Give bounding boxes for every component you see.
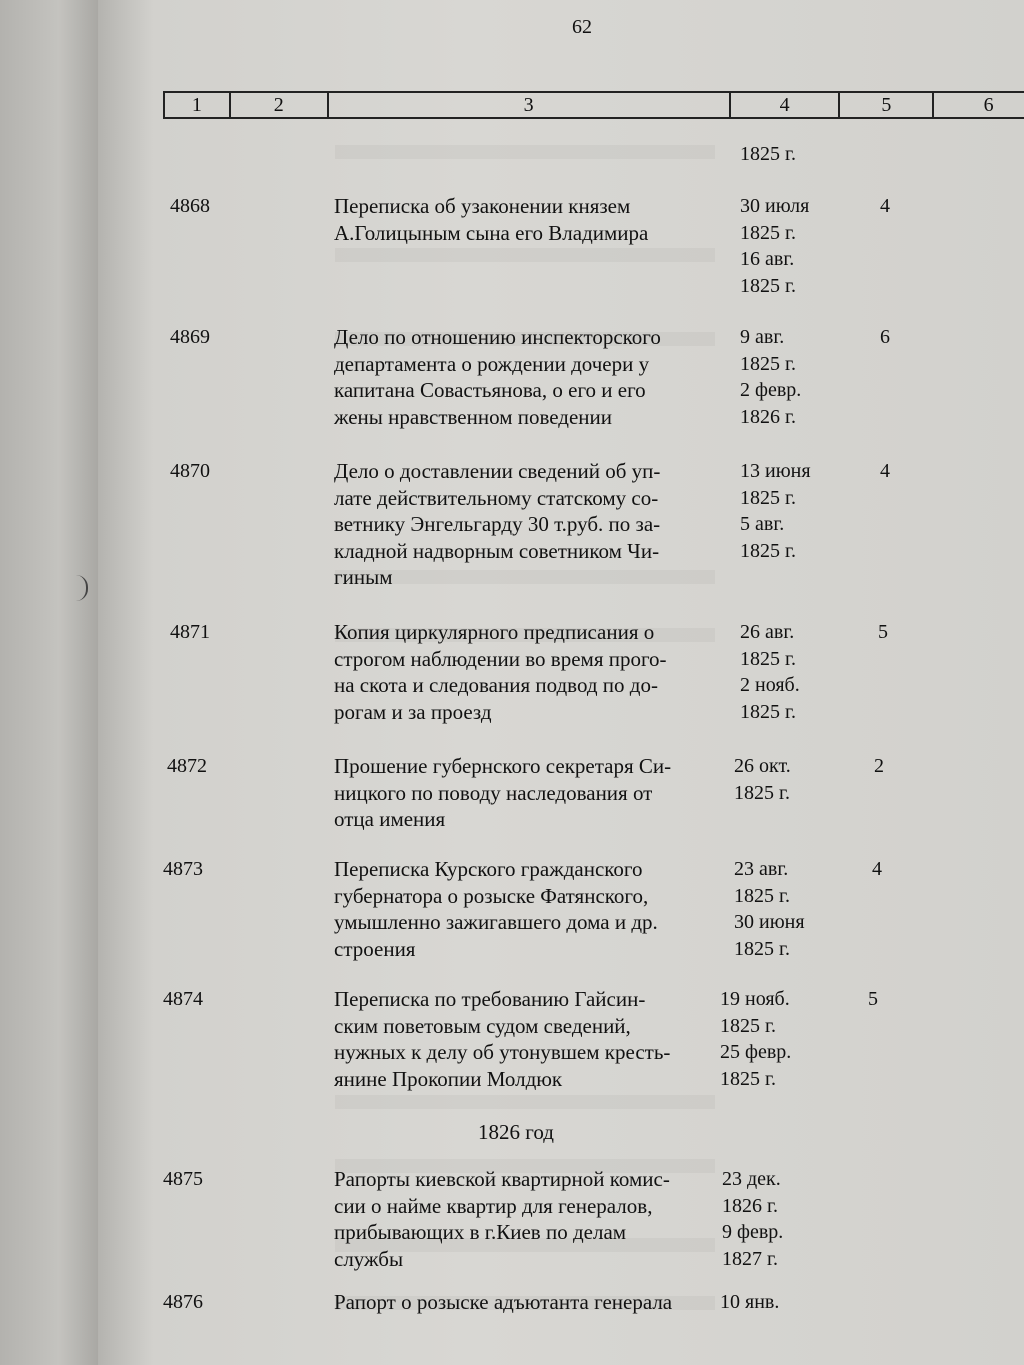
record-title-line: Дело о доставлении сведений об уп- (334, 459, 661, 483)
record-date-line: 1825 г. (734, 884, 790, 907)
record-title-line: ским поветовым судом сведений, (334, 1013, 631, 1038)
record-date-line: 5 авг. (740, 513, 785, 535)
record-title-line: Копия циркулярного предписания о (334, 620, 655, 644)
record-sheet-count: 4 (880, 460, 890, 482)
record-title-line: капитана Совастьянова, о его и его (334, 378, 646, 402)
record-sheet-count: 5 (878, 621, 888, 643)
record-title-line: на скота и следования подвод по до- (334, 673, 658, 697)
record-date-line: 2 нояб. (740, 674, 800, 696)
record-date-line: 23 дек. (722, 1168, 781, 1190)
record-number: 4871 (170, 621, 210, 643)
record-date-line: 1825 г. (740, 352, 796, 375)
record-title-line: губернатора о розыске Фатянского, (334, 883, 649, 908)
record-number: 4872 (167, 755, 207, 777)
record-title-line: Рапорты киевской квартирной комис- (334, 1167, 670, 1191)
record-date-line: 16 авг. (740, 248, 795, 270)
record-sheet-count: 6 (880, 326, 890, 348)
record-date-line: 26 окт. (734, 755, 791, 777)
record-title-line: отца имения (334, 807, 446, 831)
column-header-1: 1 (165, 93, 231, 117)
column-header-row (163, 91, 1024, 119)
record-title-line: Переписка об узаконении князем (334, 194, 631, 218)
record-date-line: 1825 г. (740, 647, 796, 670)
column-header-5: 5 (840, 93, 934, 117)
record-title (334, 1166, 670, 1272)
record-date-line: 1825 г. (734, 937, 790, 960)
record-title-line: кладной надворным советником Чи- (334, 538, 660, 563)
book-gutter (0, 0, 98, 1365)
record-date-line: 26 авг. (740, 621, 795, 643)
record-date-line: 1826 г. (740, 405, 796, 428)
record-title-line: гиным (334, 565, 393, 589)
record-dates (740, 141, 796, 168)
record-date-line: 2 февр. (740, 379, 802, 401)
record-title (334, 619, 667, 725)
record-title (334, 1289, 672, 1316)
record-title (334, 856, 658, 962)
record-sheet-count: 4 (872, 858, 882, 880)
record-number: 4869 (170, 326, 210, 348)
record-title-line: А.Голицыным сына его Владимира (334, 220, 649, 245)
record-sheet-count: 2 (874, 755, 884, 777)
record-date-line: 13 июня (740, 460, 811, 482)
record-title (334, 324, 661, 430)
record-sheet-count: 4 (880, 195, 890, 217)
record-title-line: департамента о рождении дочери у (334, 351, 650, 376)
record-title-line: ницкого по поводу наследования от (334, 780, 653, 805)
column-header-6: 6 (983, 94, 994, 116)
record-number: 4870 (170, 460, 210, 482)
record-title-line: лате действительному статскому со- (334, 485, 659, 510)
record-dates (740, 193, 809, 299)
record-date-line: 1825 г. (720, 1067, 776, 1090)
record-dates (722, 1166, 783, 1272)
record-title-line: Переписка Курского гражданского (334, 857, 643, 881)
year-heading: 1826 год (478, 1120, 554, 1144)
record-title-line: жены нравственном поведении (334, 404, 613, 429)
record-date-line: 1827 г. (722, 1247, 778, 1270)
page-number: 62 (572, 16, 592, 38)
record-title (334, 986, 670, 1092)
record-date-line: 1825 г. (734, 781, 790, 804)
record-title-line: Дело по отношению инспекторского (334, 325, 661, 349)
record-title-line: строгом наблюдении во время прого- (334, 646, 667, 671)
record-number: 4868 (170, 195, 210, 217)
record-date-line: 30 июня (734, 911, 805, 933)
record-date-line: 1826 г. (722, 1194, 778, 1217)
record-title-line: умышленно зажигавшего дома и др. (334, 910, 658, 934)
record-number: 4874 (163, 988, 203, 1010)
record-date-line: 10 янв. (720, 1291, 780, 1313)
record-dates (740, 458, 811, 564)
record-date-line: 9 авг. (740, 326, 785, 348)
record-title (334, 193, 648, 246)
record-dates (740, 324, 801, 430)
record-title (334, 458, 660, 591)
record-dates (720, 1289, 779, 1316)
record-date-line: 1825 г. (740, 486, 796, 509)
column-header-2: 2 (231, 93, 329, 117)
record-number: 4876 (163, 1291, 203, 1313)
record-dates (734, 856, 805, 962)
record-date-line: 1825 г. (740, 274, 796, 297)
record-sheet-count: 5 (868, 988, 878, 1010)
record-date-line: 1825 г. (740, 700, 796, 723)
record-date-line: 1825 г. (720, 1014, 776, 1037)
record-date-line: 1825 г. (740, 221, 796, 244)
record-dates (720, 986, 791, 1092)
record-number: 4873 (163, 858, 203, 880)
record-dates (740, 619, 800, 725)
record-title-line: рогам и за проезд (334, 699, 492, 724)
record-date-line: 1825 г. (740, 143, 796, 165)
record-title-line: янине Прокопии Молдюк (334, 1066, 563, 1091)
record-number: 4875 (163, 1168, 203, 1190)
record-title-line: сии о найме квартир для генералов, (334, 1193, 653, 1218)
record-title-line: Переписка по требованию Гайсин- (334, 987, 646, 1011)
record-date-line: 23 авг. (734, 858, 789, 880)
record-date-line: 1825 г. (740, 539, 796, 562)
record-title-line: прибывающих в г.Киев по делам (334, 1220, 627, 1244)
record-date-line: 19 нояб. (720, 988, 790, 1010)
record-title-line: строения (334, 936, 416, 961)
record-title-line: ветнику Энгельгарду 30 т.руб. по за- (334, 512, 661, 536)
record-title (334, 753, 671, 833)
record-dates (734, 753, 791, 806)
record-title-line: нужных к делу об утонувшем кресть- (334, 1040, 671, 1064)
column-header-4: 4 (731, 93, 841, 117)
record-date-line: 9 февр. (722, 1221, 784, 1243)
record-date-line: 25 февр. (720, 1041, 792, 1063)
record-title-line: Рапорт о розыске адъютанта генерала (334, 1290, 673, 1314)
column-header-3: 3 (329, 93, 731, 117)
record-date-line: 30 июля (740, 195, 810, 217)
record-title-line: Прошение губернского секретаря Си- (334, 754, 672, 778)
record-title-line: службы (334, 1246, 404, 1271)
